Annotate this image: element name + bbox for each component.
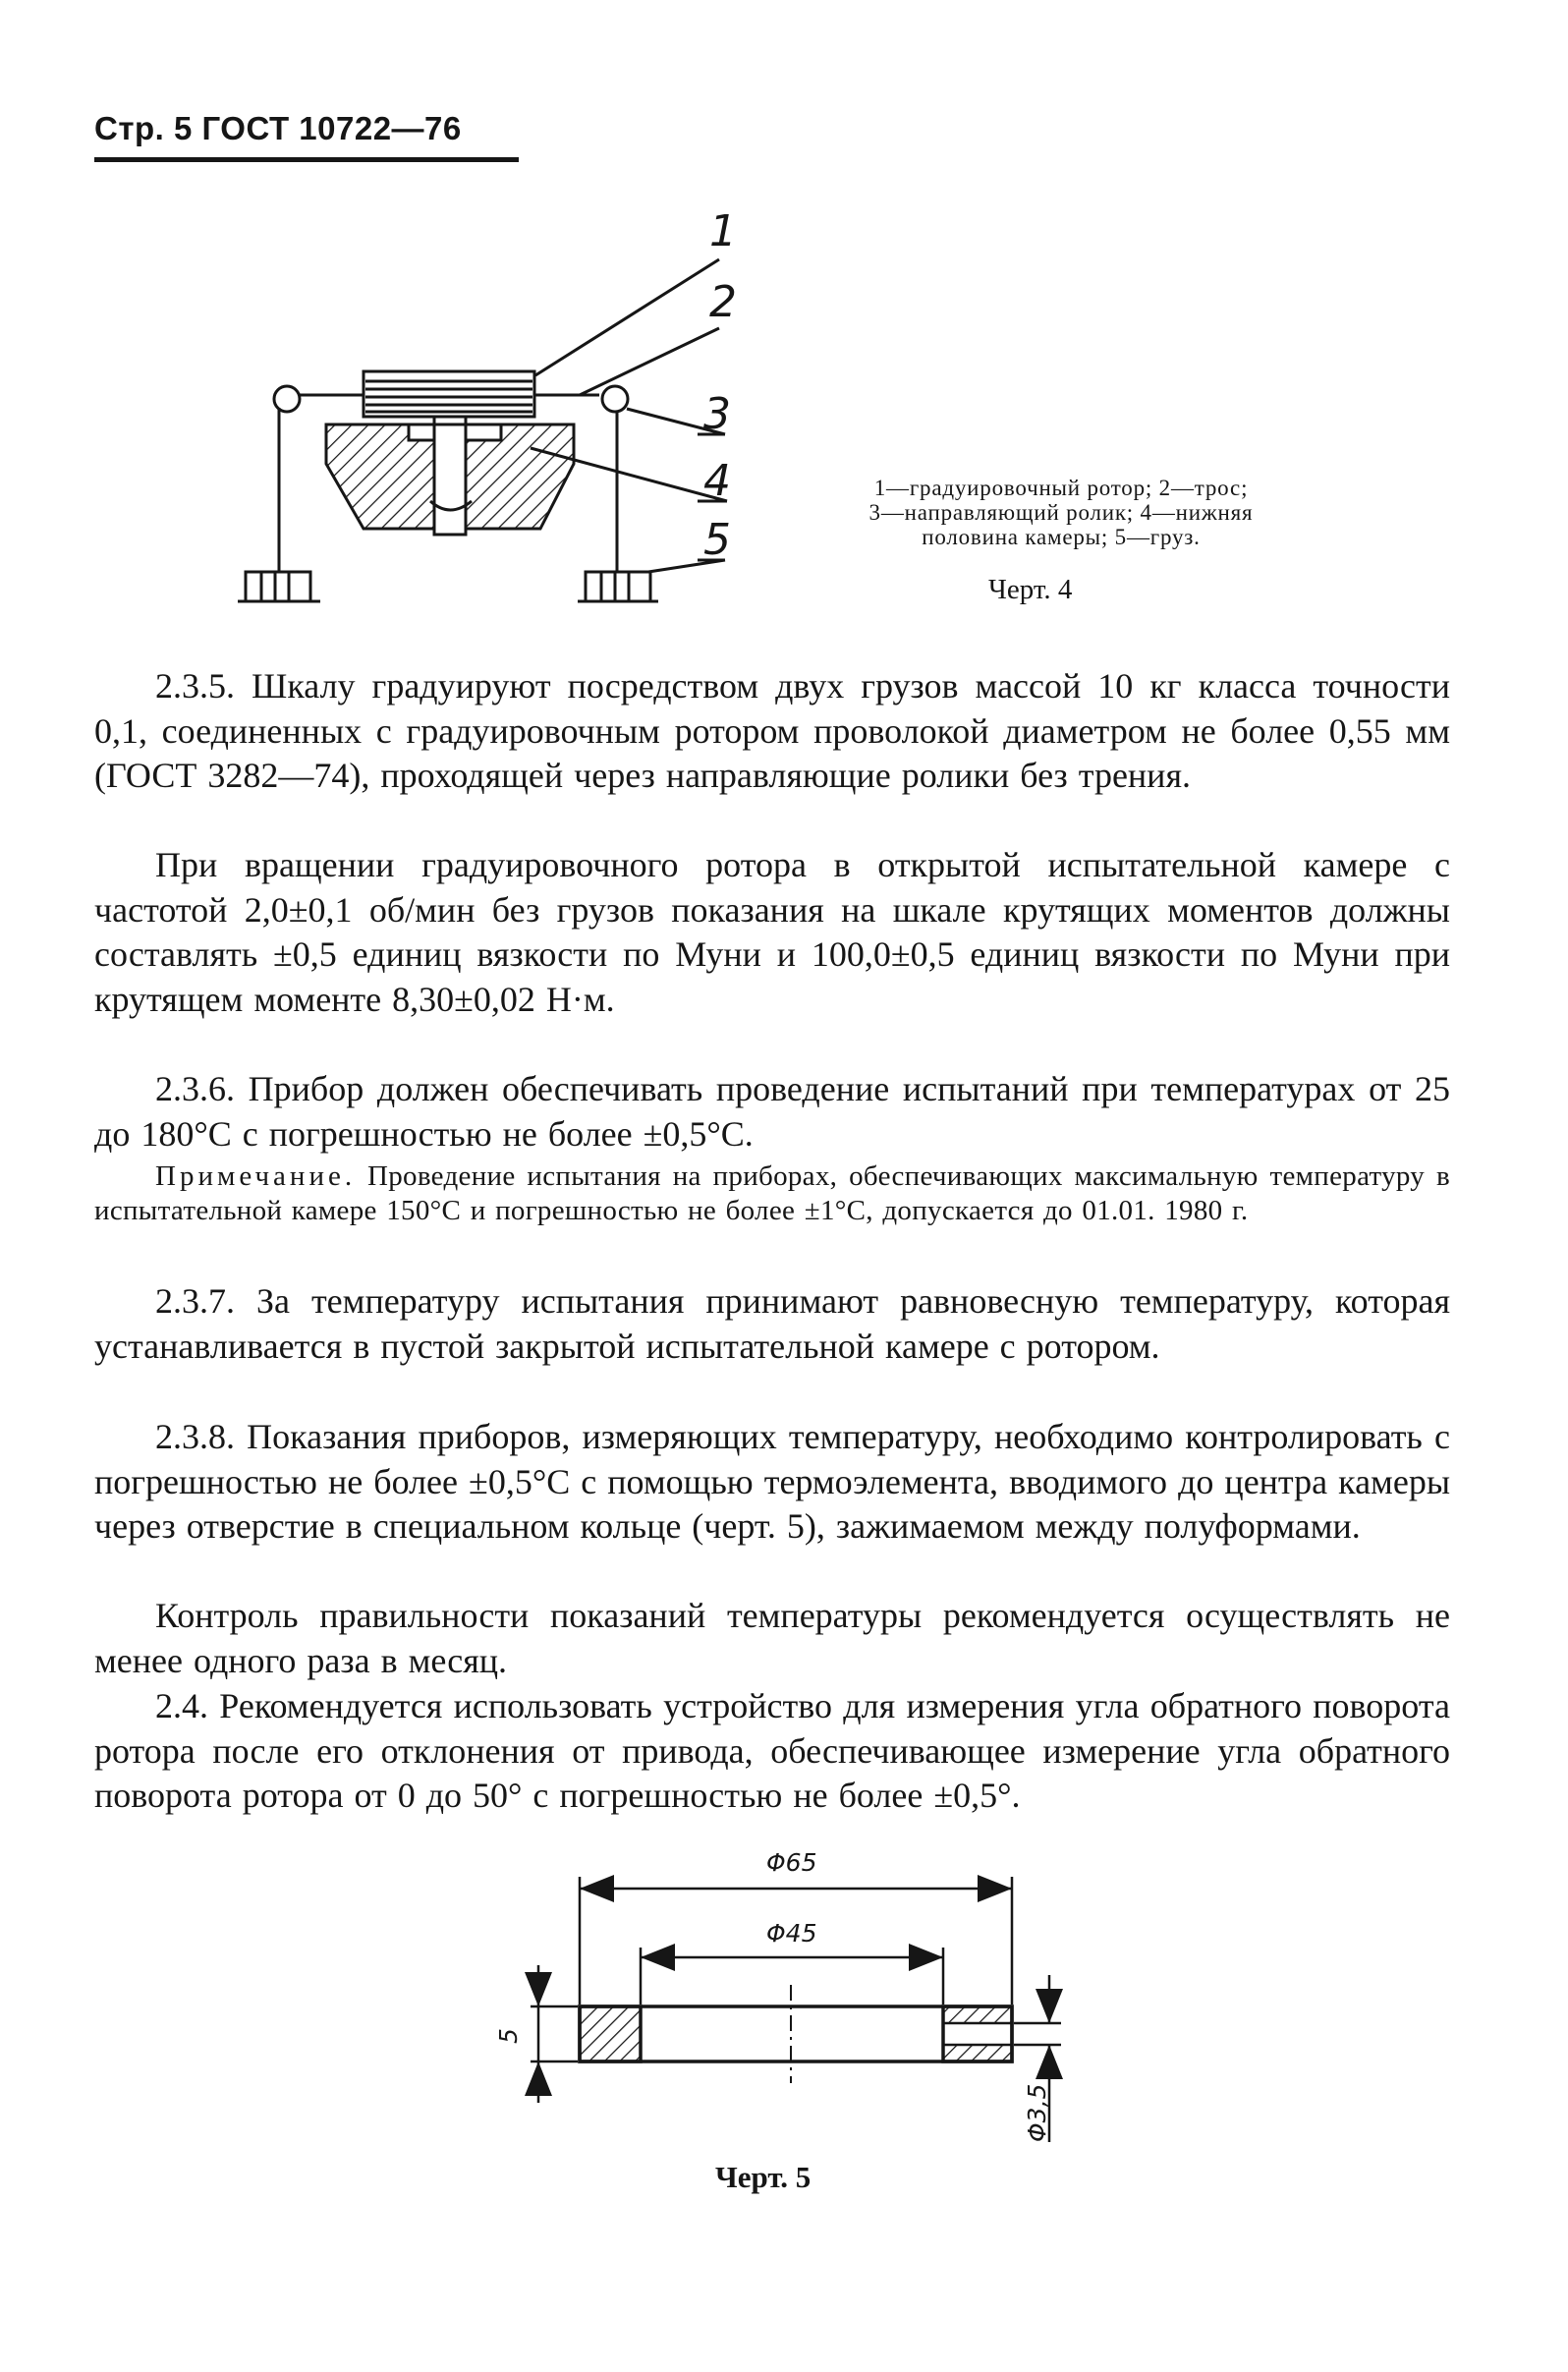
dimension-inner-diameter: Φ45 xyxy=(766,1919,817,1948)
callout-5: 5 xyxy=(703,515,731,565)
legend-line: 1—градуировочный ротор; 2—трос; xyxy=(873,476,1249,500)
figure-4-callouts xyxy=(703,206,737,565)
paragraph-2-3-7: 2.3.7. За температуру испытания принимают равновесную температуру, которая устанавливается в пустой закрытой испытательной камере с ротором. xyxy=(94,1281,1450,1366)
paragraph-2-4: 2.4. Рекомендуется использовать устройство для измерения угла обратного поворота ротора после его отклонения от привода, обеспечивающее измерение угла обратного поворота ротора от 0 до 50° с погрешностью не более ±0,5°. xyxy=(94,1686,1450,1815)
page-header: Стр. 5 ГОСТ 10722—76 xyxy=(94,110,462,146)
figure-5-drawing xyxy=(481,1847,1091,2152)
paragraph-2-3-8: 2.3.8. Показания приборов, измеряющих температуру, необходимо контролировать с погрешностью не более ±0,5°С с помощью термоэлемента, вводимого до центра камеры через отверстие в специальном кольце (черт. 5), зажимаемом между полуформами. xyxy=(94,1417,1450,1546)
note xyxy=(94,1159,1450,1227)
note-label: Примечание. xyxy=(155,1160,357,1192)
figure-4-drawing xyxy=(236,206,756,619)
paragraph-2-3-6: 2.3.6. Прибор должен обеспечивать проведение испытаний при температурах от 25 до 180°С с погрешностью не более ±0,5°С. xyxy=(94,1069,1450,1154)
paragraph-2-3-5-cont: При вращении градуировочного ротора в открытой испытательной камере с частотой 2,0±0,1 об/мин без грузов показания на шкале крутящих моментов должны составлять ±0,5 единиц вязкости по Муни и 100,0±0,5 единиц вязкости по Муни при крутящем моменте 8,30±0,02 Н·м. xyxy=(94,845,1450,1019)
note-text: Проведение испытания на приборах, обеспечивающих максимальную температуру в испытательной камере 150°С и погрешностью не более ±1°С, допускается до 01.01. 1980 г. xyxy=(94,1160,1451,1226)
paragraph-2-3-5: 2.3.5. Шкалу градуируют посредством двух грузов массой 10 кг класса точности 0,1, соединенных с градуировочным ротором проволокой диаметром не более 0,55 мм (ГОСТ 3282—74), проходящей через направляющие ролики без трения. xyxy=(94,666,1450,795)
legend-line: 3—направляющий ролик; 4—нижняя xyxy=(868,500,1254,525)
dimension-outer-diameter: Φ65 xyxy=(766,1848,817,1877)
figure-4-caption: Черт. 4 xyxy=(988,574,1073,605)
callout-1: 1 xyxy=(709,206,737,256)
header-rule xyxy=(94,157,519,162)
paragraph-2-3-8-cont: Контроль правильности показаний температуры рекомендуется осуществлять не менее одного раза в месяц. xyxy=(94,1596,1450,1680)
figure-4-legend xyxy=(786,476,1336,549)
legend-line: половина камеры; 5—груз. xyxy=(922,525,1201,549)
dimension-hole-diameter: Φ3,5 xyxy=(1023,2083,1051,2142)
dimension-height: 5 xyxy=(494,2028,523,2044)
callout-2: 2 xyxy=(709,277,737,327)
callout-4: 4 xyxy=(703,456,731,506)
callout-3: 3 xyxy=(703,389,731,439)
figure-5-caption: Черт. 5 xyxy=(715,2160,812,2194)
